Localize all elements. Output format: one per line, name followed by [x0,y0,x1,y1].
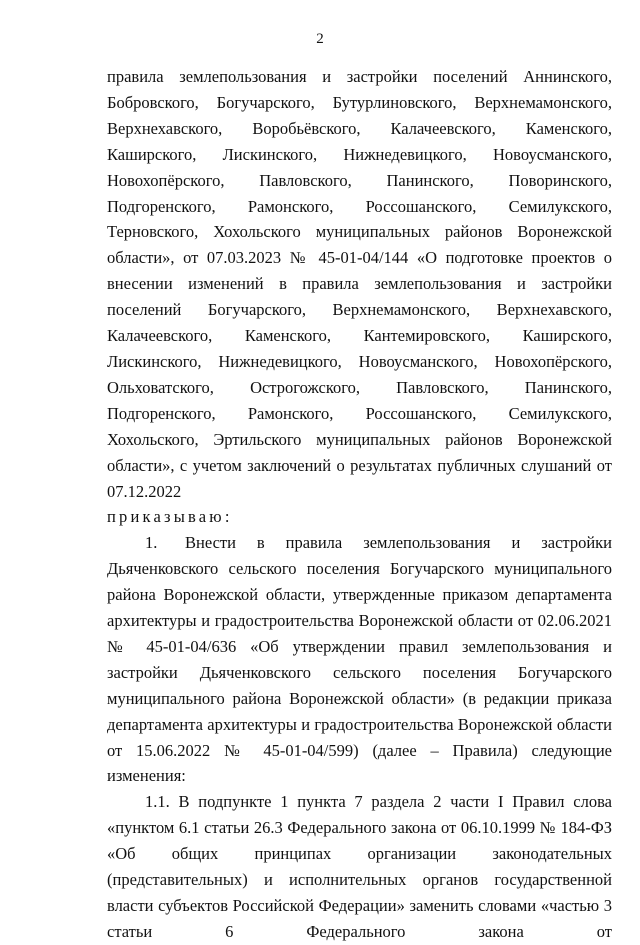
item-1-paragraph [107,530,612,789]
item-1-number: 1. [145,533,158,553]
preamble-paragraph: правила землепользования и застройки поселений Аннинского, Бобровского, Богучарского, Бутурлиновского, Верхнемамонского, Верхнехавского, Воробьёвского, Калачеевского, Каменского, Каширского, Лискинского, Нижнедевицкого, Новоусманского, Новохопёрского, Павловского, Панинского, Поворинского, Подгоренского, Рамонского, Россошанского, Семилукского, Терновского, Хохольского муниципальных районов Воронежской области», от 07.03.2023 № 45-01-04/144 «О подготовке проектов о внесении изменений в правила землепользования и застройки поселений Богучарского, Верхнемамонского, Верхнехавского, Калачеевского, Каменского, Кантемировского, Каширского, Лискинского, Нижнедевицкого, Новоусманского, Новохопёрского, Ольховатского, Острогожского, Павловского, Панинского, Подгоренского, Рамонского, Россошанского, Семилукского, Хохольского, Эртильского муниципальных районов Воронежской области», с учетом заключений о результатах публичных слушаний от 07.12.2022 [107,67,612,501]
item-1-1-paragraph: 1.1. В подпункте 1 пункта 7 раздела 2 части I Правил слова «пунктом 6.1 статьи 26.3 Федерального закона от 06.10.1999 № 184-ФЗ «Об общих принципах организации законодательных (представительных) и исполнительных органов государственной власти субъектов Российской Федерации» заменить словами «частью 3 статьи 6 Федерального закона от [107,792,612,941]
order-word: приказываю: [107,507,233,527]
item-1-text: Внести в правила землепользования и застройки Дьяченковского сельского поселения Богучарского муниципального района Воронежской области, утвержденные приказом департамента архитектуры и градостроительства Воронежской области от 02.06.2021 № 45-01-04/636 «Об утверждении правил землепользования и застройки Дьяченковского сельского поселения Богучарского муниципального района Воронежской области» (в редакции приказа департамента архитектуры и градостроительства Воронежской области от 15.06.2022 № 45-01-04/599) (далее – Правила) следующие изменения: [107,533,612,786]
document-body [107,64,612,945]
page-number: 2 [316,31,324,47]
